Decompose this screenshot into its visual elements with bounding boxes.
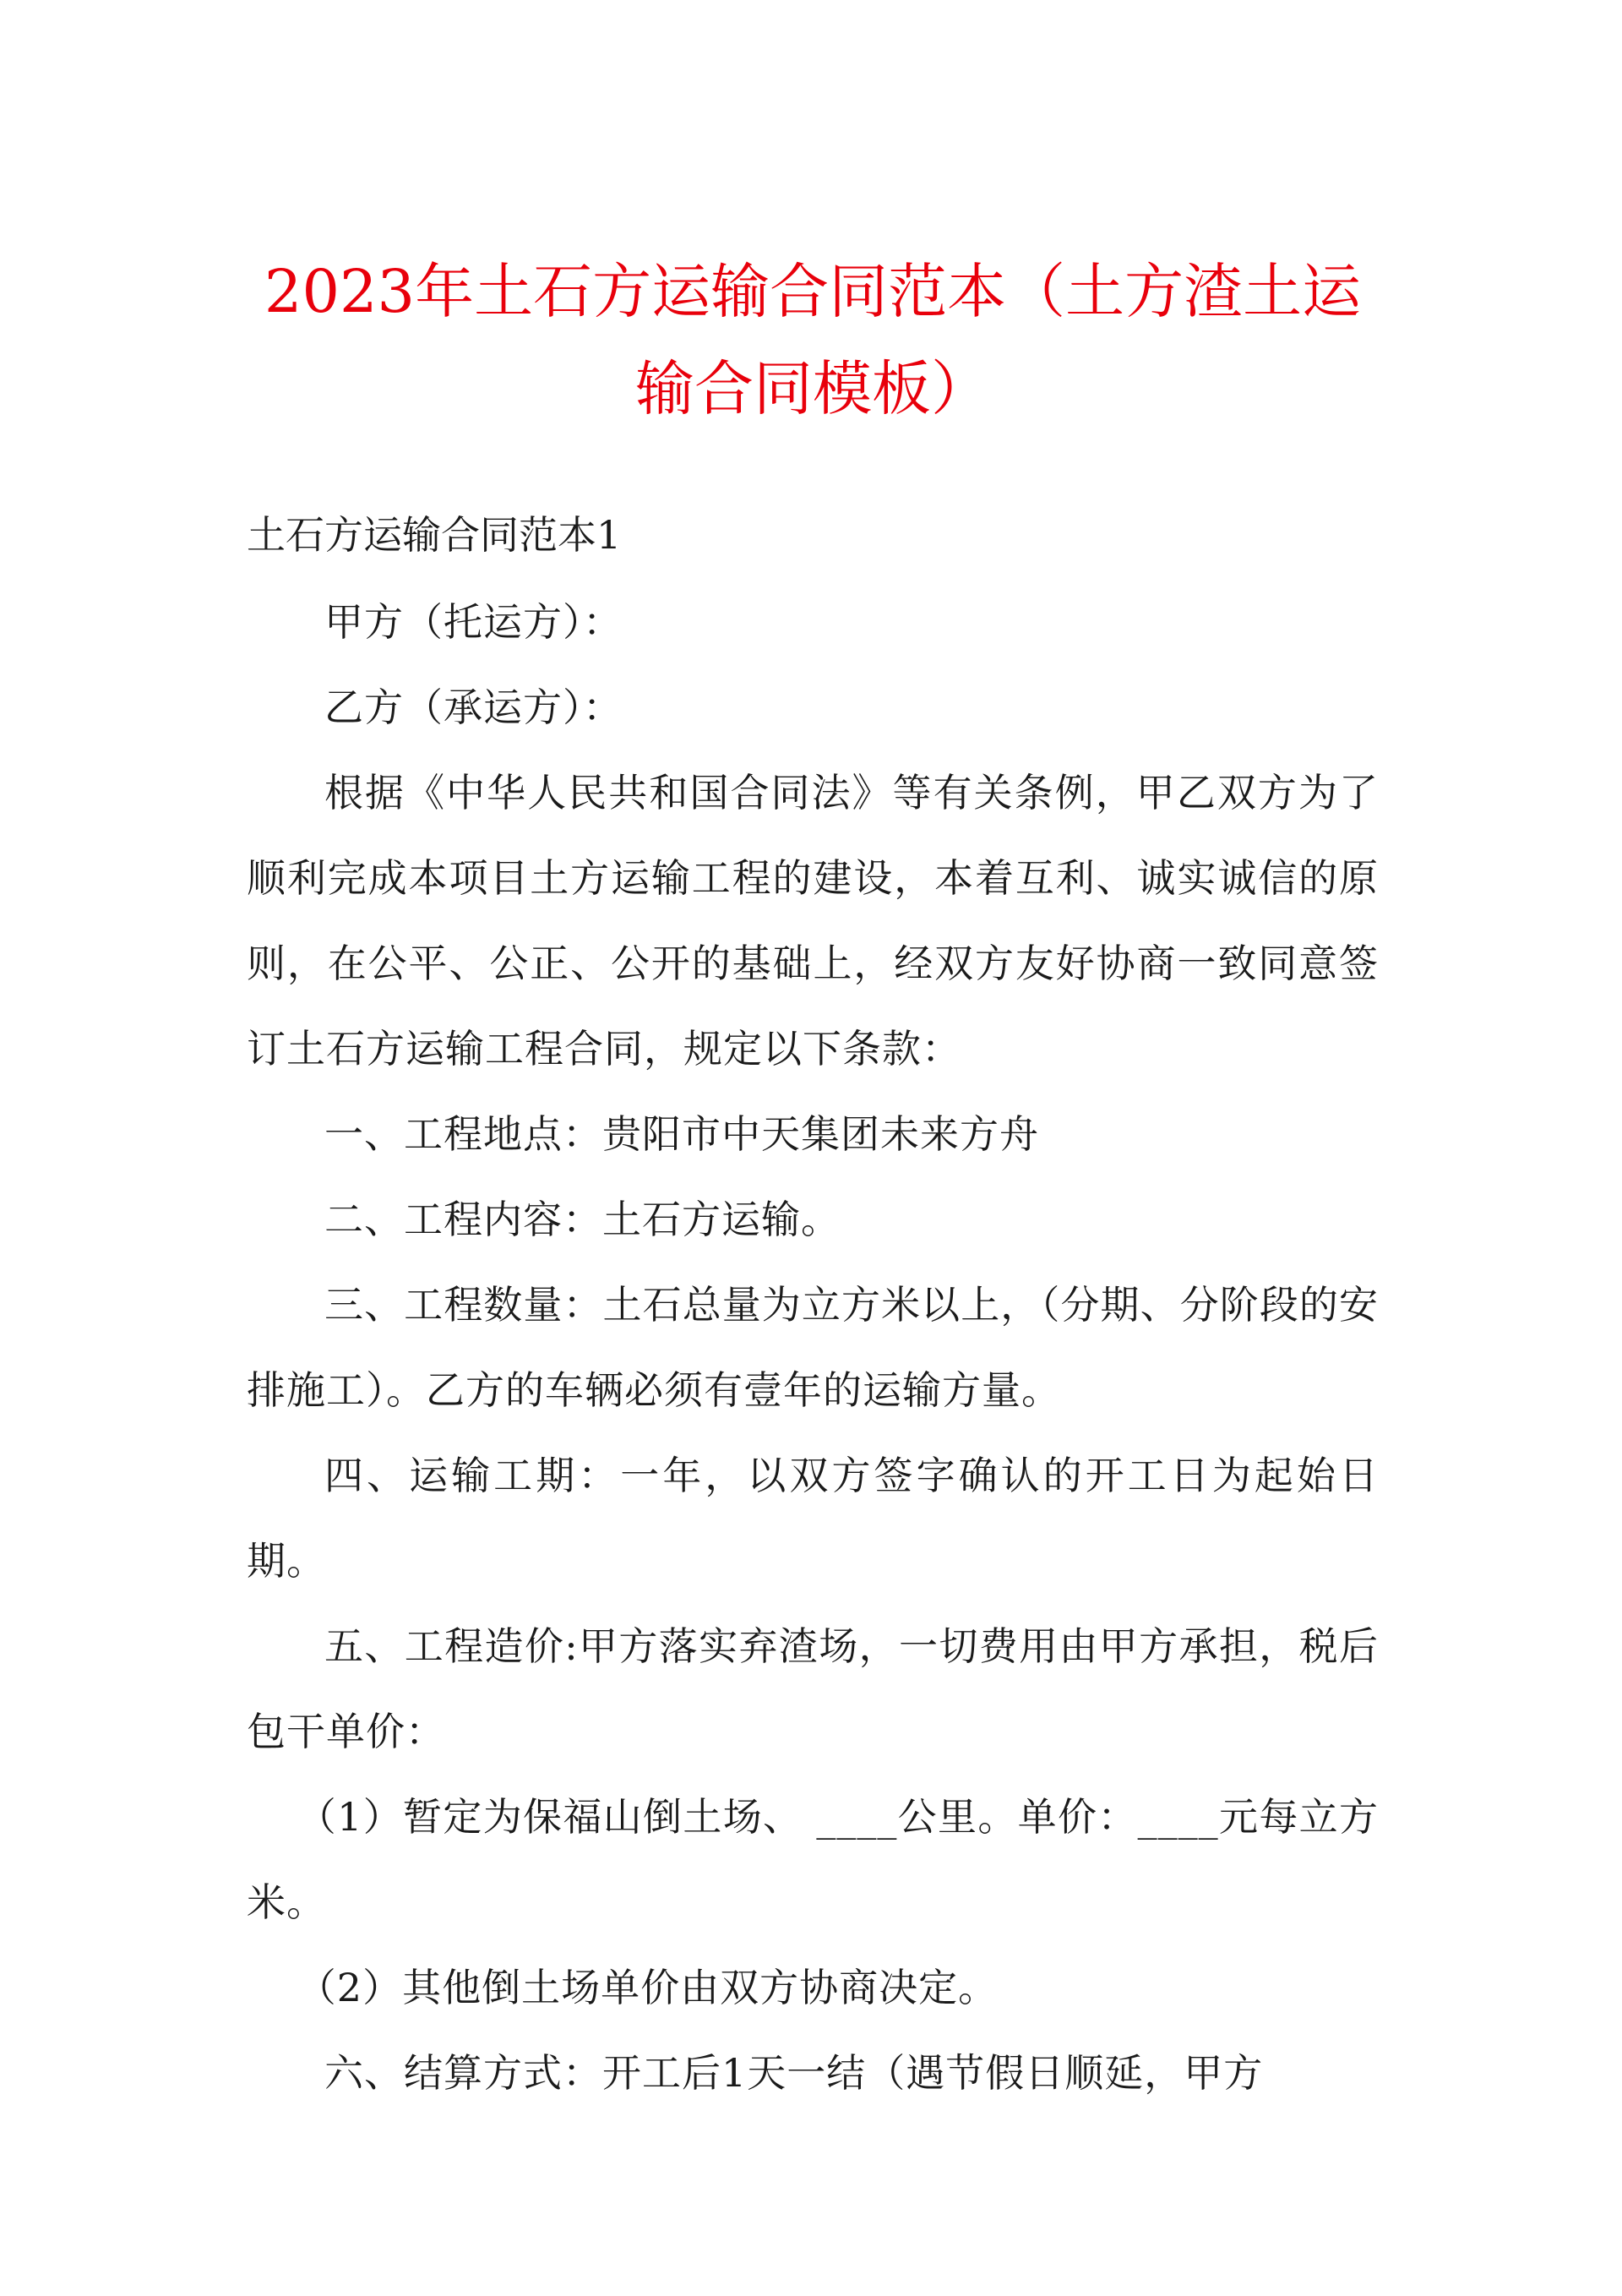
clause-1-location: 一、工程地点：贵阳市中天集团未来方舟 — [324, 1111, 1039, 1157]
preamble-paragraph: 根据《中华人民共和国合同法》等有关条例，甲乙双方为了顺利完成本项目土方运输工程的建设，本着互利、诚实诚信的原则，在公平、公正、公开的基础上，经双方友好协商一致同意签订土石方运输工程合同，规定以下条款： — [247, 770, 1379, 1072]
clause-6-settlement: 六、结算方式：开工后1天一结（遇节假日顺延，甲方 — [324, 2050, 1264, 2096]
party-b-line: 乙方（承运方）： — [324, 684, 623, 730]
clause-2-content: 二、工程内容：土石方运输。 — [324, 1197, 841, 1242]
section-heading: 土石方运输合同范本1 — [247, 512, 622, 558]
clause-5-price: 五、工程造价:甲方落实弃渣场，一切费用由甲方承担，税后包干单价： — [247, 1623, 1379, 1754]
clause-4-period: 四、运输工期：一年，以双方签字确认的开工日为起始日期。 — [247, 1453, 1379, 1584]
party-a-line: 甲方（托运方）： — [324, 599, 623, 645]
clause-5-item-1: （1）暂定为保福山倒土场、 ____公里。单价：____元每立方米。 — [247, 1794, 1379, 1925]
clause-3-quantity: 三、工程数量：土石总量为立方米以上，（分期、分阶段的安排施工）。乙方的车辆必须有壹年的运输方量。 — [247, 1282, 1379, 1413]
document-title: 2023年土石方运输合同范本（土方渣土运输合同模板） — [264, 257, 1362, 423]
clause-5-item-2: （2）其他倒土场单价由双方协商决定。 — [297, 1965, 999, 2010]
